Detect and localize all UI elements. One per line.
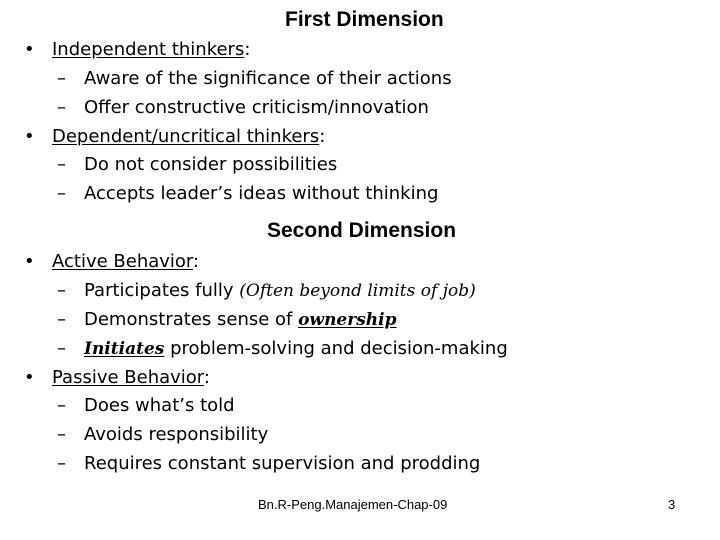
sub-item [57, 153, 337, 177]
footer-source: Bn.R-Peng.Manajemen-Chap-09 [258, 497, 448, 512]
item-suffix: : [244, 39, 251, 60]
item-label: Active Behavior [52, 251, 194, 272]
item-label: Independent thinkers [52, 39, 245, 60]
sub-item-text: Does what’s told [84, 395, 235, 416]
sub-item-text: Aware of the significance of their actions [84, 68, 452, 89]
sub-item-text: Participates fully [84, 280, 240, 301]
dash-marker: – [57, 68, 66, 89]
sub-item [57, 308, 396, 332]
sub-item [57, 337, 508, 361]
bullet-item-passive-behavior [24, 366, 210, 390]
dash-marker: – [57, 280, 66, 301]
sub-item [57, 96, 429, 120]
item-label: Passive Behavior [52, 367, 204, 388]
bullet-marker: • [24, 126, 35, 147]
sub-item-text: Requires constant supervision and prodding [84, 453, 481, 474]
sub-item [57, 394, 235, 418]
first-dimension-title: First Dimension [285, 8, 444, 31]
dash-marker: – [57, 453, 66, 474]
dash-marker: – [57, 338, 66, 359]
bullet-marker: • [24, 367, 35, 388]
item-suffix: : [193, 251, 200, 272]
sub-item-text: Avoids responsibility [84, 424, 269, 445]
sub-item [57, 452, 480, 476]
bullet-item-dependent-thinkers [24, 125, 325, 149]
page-number: 3 [668, 497, 676, 512]
sub-item [57, 279, 476, 303]
dash-marker: – [57, 309, 66, 330]
sub-item-text: Demonstrates sense of [84, 309, 299, 330]
second-dimension-title: Second Dimension [267, 219, 457, 242]
dash-marker: – [57, 97, 66, 118]
sub-item-text: Accepts leader’s ideas without thinking [84, 183, 439, 204]
item-label: Dependent/uncritical thinkers [52, 126, 320, 147]
item-suffix: : [319, 126, 326, 147]
dash-marker: – [57, 395, 66, 416]
sub-item [57, 67, 452, 91]
sub-item-text: Offer constructive criticism/innovation [84, 97, 429, 118]
sub-item-italic-note: (Often beyond limits of job) [239, 281, 476, 301]
item-suffix: : [203, 367, 210, 388]
sub-item [57, 182, 438, 206]
bullet-marker: • [24, 39, 35, 60]
bullet-marker: • [24, 251, 35, 272]
dash-marker: – [57, 183, 66, 204]
sub-item-emphasis: ownership [298, 310, 397, 330]
sub-item [57, 423, 268, 447]
sub-item-text: problem-solving and decision-making [164, 338, 508, 359]
sub-item-text: Do not consider possibilities [84, 154, 338, 175]
bullet-item-active-behavior [24, 250, 199, 274]
dash-marker: – [57, 154, 66, 175]
bullet-item-independent-thinkers [24, 38, 250, 62]
sub-item-emphasis: Initiates [84, 339, 165, 359]
dash-marker: – [57, 424, 66, 445]
